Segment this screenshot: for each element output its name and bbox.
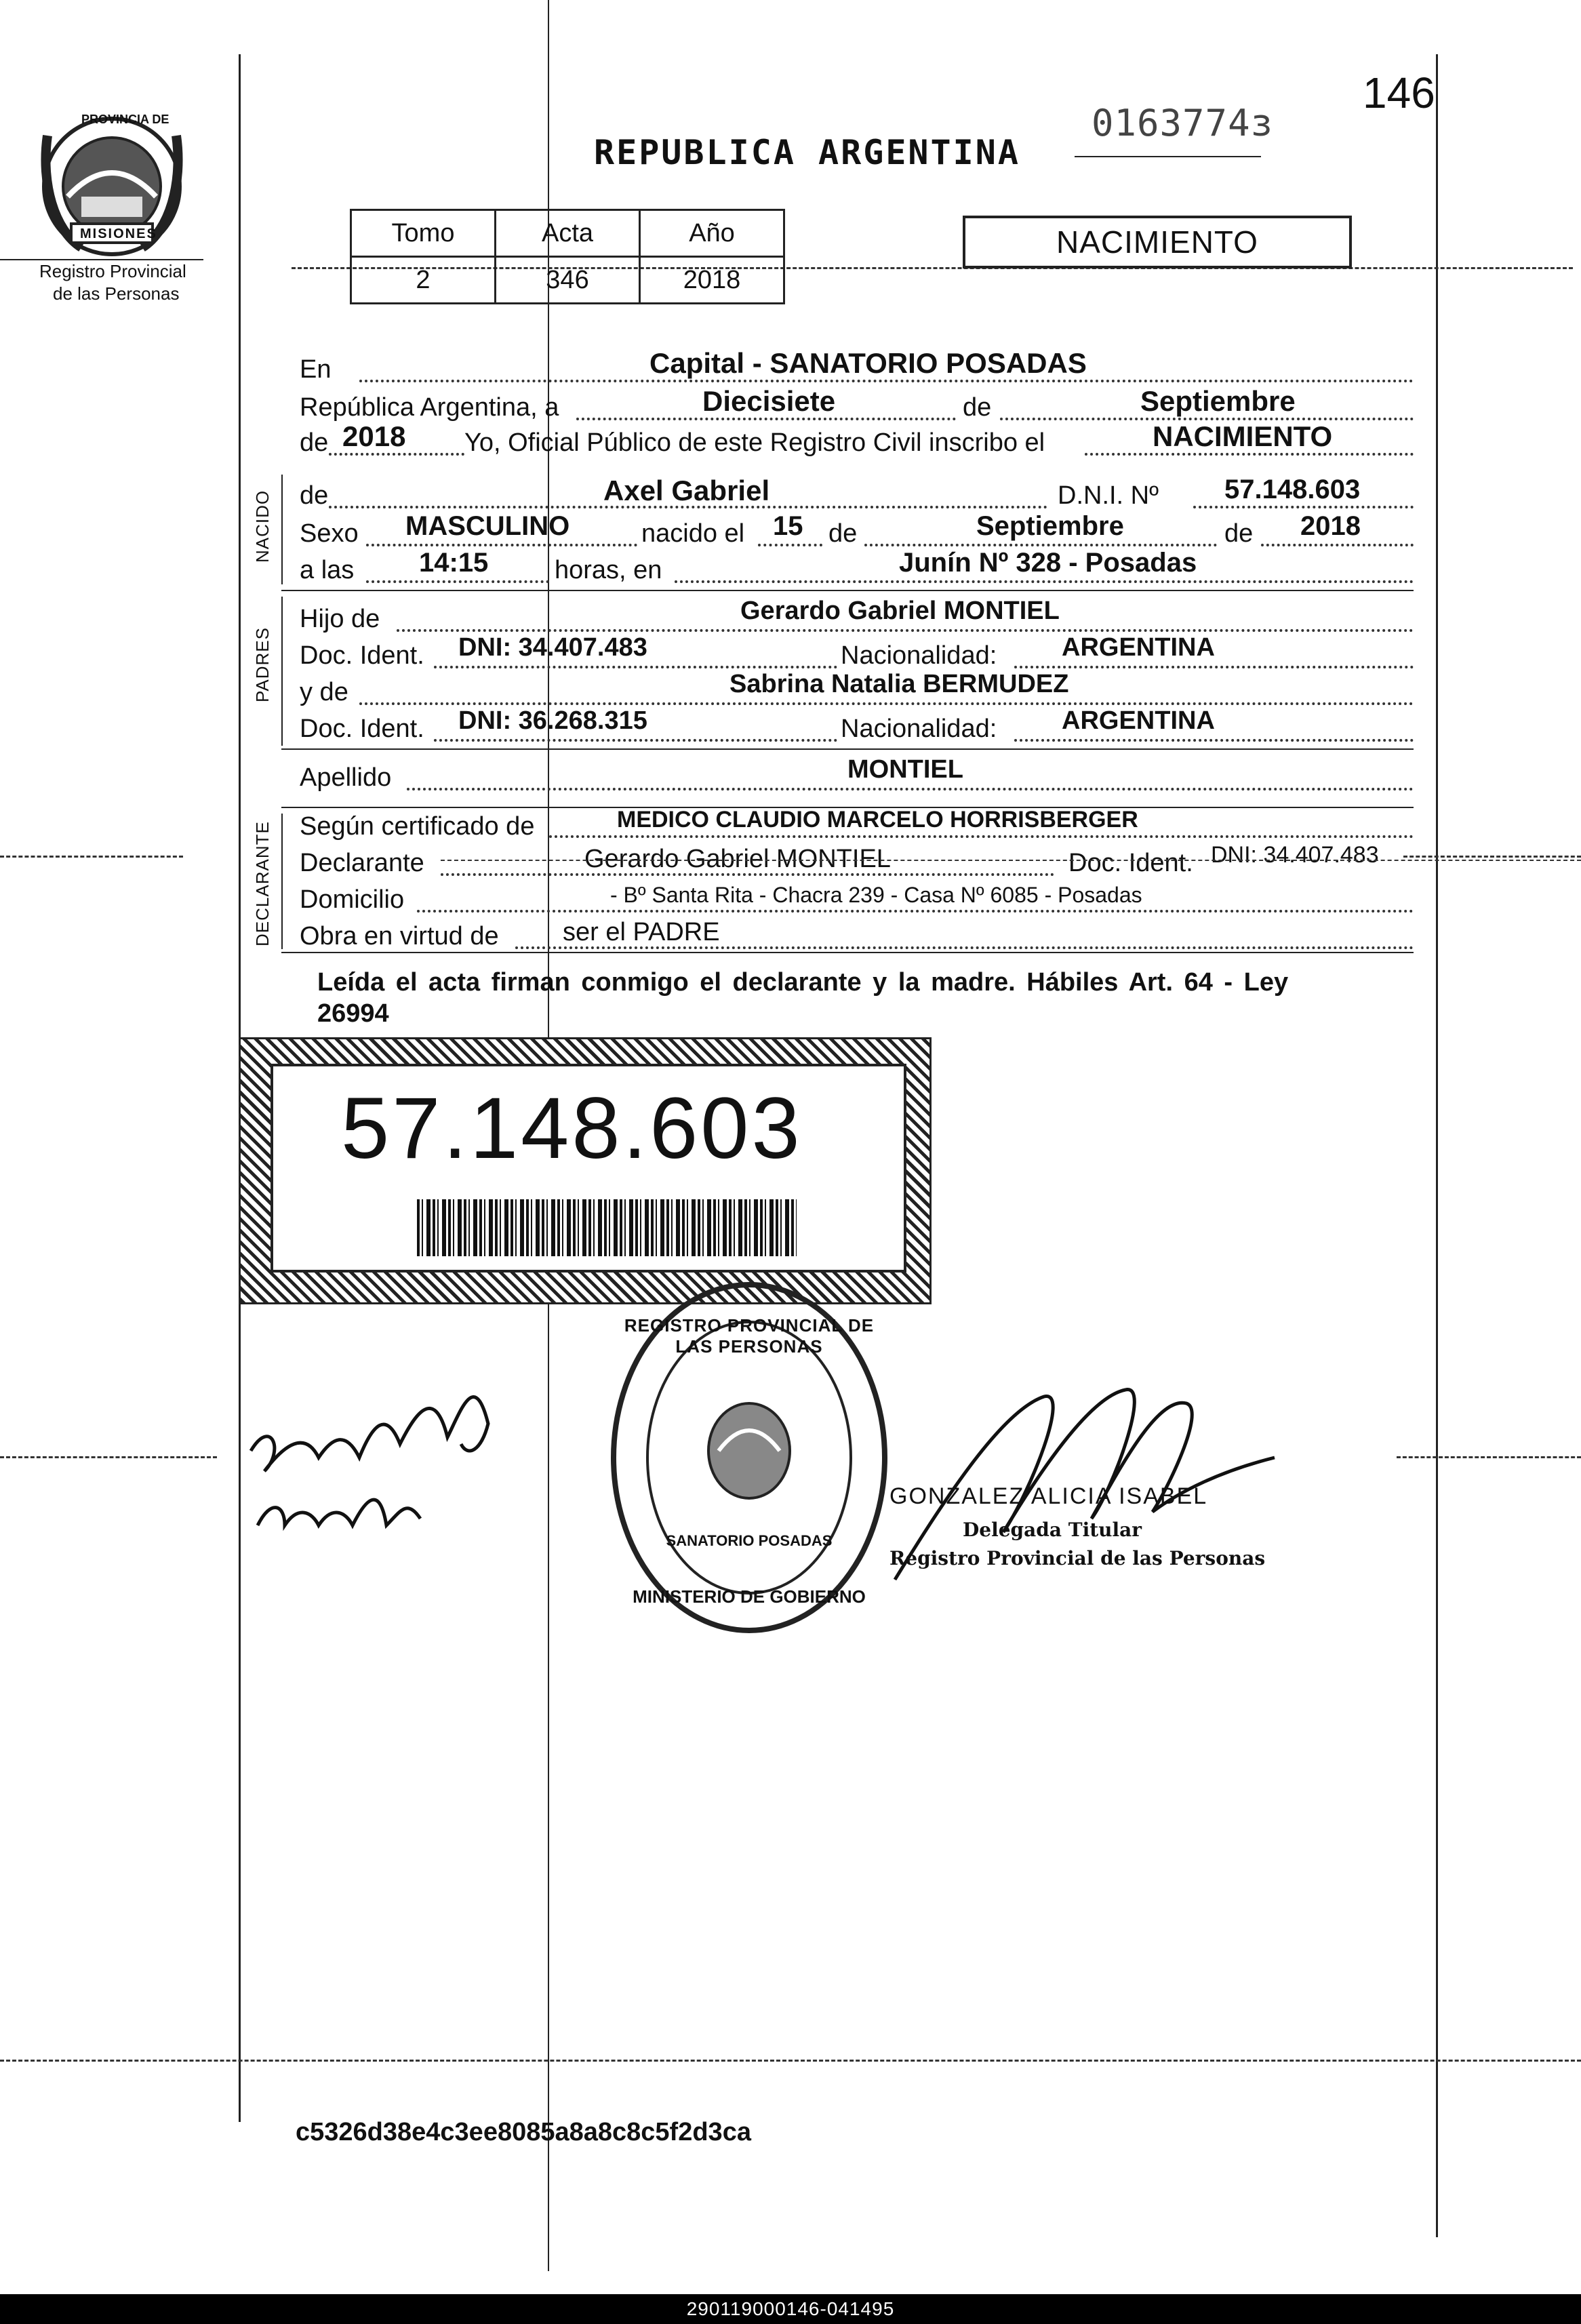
dots-row2a — [576, 418, 956, 420]
registration-month: Septiembre — [1140, 385, 1296, 417]
mother-doc: DNI: 36.268.315 — [458, 706, 647, 735]
right-margin-rule — [1436, 54, 1438, 2237]
label-nacido-el: nacido el — [641, 519, 745, 548]
page-number: 146 — [1363, 68, 1435, 117]
label-dni: D.N.I. Nº — [1058, 481, 1159, 510]
official-name: GONZALEZ ALICIA ISABEL — [889, 1483, 1208, 1509]
dots-row6b — [675, 580, 1414, 583]
register-value-acta: 346 — [496, 257, 640, 304]
dots-row1 — [359, 380, 1414, 382]
mother-name: Sabrina Natalia BERMUDEZ — [729, 670, 1069, 698]
dots-row12 — [549, 835, 1414, 838]
divider-declarante — [281, 952, 1414, 953]
footer-barcode-text: 290119000146-041495 — [686, 2298, 895, 2319]
birth-day: 15 — [773, 511, 803, 541]
dots-row9 — [359, 702, 1414, 705]
sticker-dni-number: 57.148.603 — [341, 1080, 803, 1177]
document-hash: c5326d38e4c3ee8085a8a8c8c5f2d3ca — [296, 2118, 751, 2146]
lower-dash-rule-right — [1397, 1456, 1581, 1458]
child-surname: MONTIEL — [847, 755, 963, 784]
dots-row11 — [407, 788, 1414, 790]
label-horas-en: horas, en — [555, 556, 662, 584]
act-type-box — [963, 216, 1352, 268]
section-bar-declarante — [281, 814, 283, 949]
logo-ring-text: PROVINCIA DE — [81, 113, 169, 126]
dots-row3a — [329, 453, 464, 456]
serial-number: 0163774з — [1092, 102, 1274, 144]
mid-dash-rule — [0, 856, 183, 858]
closing-text-line1: Leída el acta firman conmigo el declarante y la madre. Hábiles Art. 64 - Ley — [317, 968, 1289, 997]
section-label-nacido: NACIDO — [252, 489, 273, 563]
register-value-tomo: 2 — [351, 257, 496, 304]
declarant-capacity: ser el PADRE — [563, 918, 720, 946]
act-type-label: NACIMIENTO — [1056, 224, 1258, 260]
lower-dash-rule — [0, 1456, 217, 1458]
registration-day: Diecisiete — [702, 385, 836, 417]
section-label-padres: PADRES — [252, 627, 273, 702]
province-logo — [34, 108, 190, 264]
seal-bottom-text: MINISTERIO DE GOBIERNO — [633, 1586, 866, 1607]
declarant-signature — [244, 1342, 529, 1546]
registration-place: Capital - SANATORIO POSADAS — [649, 347, 1087, 379]
declarant-doc: DNI: 34.407.483 — [1211, 842, 1379, 868]
label-declarante: Declarante — [300, 849, 424, 877]
register-header-ano: Año — [640, 210, 784, 257]
label-de-1: de — [963, 393, 992, 422]
register-header-tomo: Tomo — [351, 210, 496, 257]
label-nacionalidad-2: Nacionalidad: — [841, 715, 997, 743]
declarant-address: - Bº Santa Rita - Chacra 239 - Casa Nº 6085 - Posadas — [610, 883, 1142, 907]
org-name-line2: de las Personas — [53, 283, 180, 304]
label-doc-ident-1: Doc. Ident. — [300, 641, 424, 670]
label-de-3: de — [300, 481, 329, 510]
logo-ribbon-text: MISIONES — [80, 226, 157, 241]
dots-row14 — [417, 910, 1414, 913]
dots-row5c — [864, 544, 1217, 546]
strike-line-declarante — [441, 860, 1581, 861]
declarant-name: Gerardo Gabriel MONTIEL — [584, 845, 891, 873]
closing-text-line2: 26994 — [317, 999, 389, 1028]
section-bar-padres — [281, 597, 283, 746]
dots-row8b — [1014, 666, 1414, 668]
divider-nacido — [281, 590, 1414, 591]
sticker-barcode — [417, 1199, 797, 1256]
label-doc-ident-2: Doc. Ident. — [300, 715, 424, 743]
section-bar-nacido — [281, 475, 283, 584]
label-de-4: de — [828, 519, 858, 548]
label-y-de: y de — [300, 678, 348, 706]
child-dni: 57.148.603 — [1224, 475, 1361, 504]
first-names: Axel Gabriel — [603, 475, 770, 506]
child-sex: MASCULINO — [405, 511, 570, 541]
org-underline — [0, 259, 203, 260]
dots-row5a — [366, 544, 637, 546]
birth-place: Junín Nº 328 - Posadas — [899, 548, 1197, 578]
label-de-5: de — [1224, 519, 1254, 548]
label-doc-ident-3: Doc. Ident. — [1068, 849, 1193, 877]
title-underline — [1075, 156, 1261, 157]
dots-row8a — [434, 666, 837, 668]
birth-month: Septiembre — [976, 511, 1124, 541]
birth-year: 2018 — [1300, 511, 1361, 541]
mother-nationality: ARGENTINA — [1062, 706, 1215, 735]
footer-barcode-strip — [0, 2294, 1581, 2324]
section-label-declarante: DECLARANTE — [252, 821, 273, 946]
label-obra-en-virtud: Obra en virtud de — [300, 922, 499, 950]
mid-dash-rule-right — [1403, 856, 1581, 858]
dots-row5b — [758, 544, 822, 546]
seal-inner-text: SANATORIO POSADAS — [666, 1532, 833, 1549]
official-role: Delegada Titular — [963, 1519, 1142, 1541]
event-type: NACIMIENTO — [1153, 420, 1333, 452]
label-sexo: Sexo — [300, 519, 359, 548]
label-republica: República Argentina, a — [300, 393, 559, 422]
father-doc: DNI: 34.407.483 — [458, 633, 647, 662]
register-value-ano: 2018 — [640, 257, 784, 304]
medical-certificate: MEDICO CLAUDIO MARCELO HORRISBERGER — [617, 807, 1138, 833]
divider-padres — [281, 748, 1414, 750]
label-apellido: Apellido — [300, 763, 392, 792]
official-seal — [603, 1275, 895, 1641]
birth-time: 14:15 — [419, 548, 489, 578]
label-domicilio: Domicilio — [300, 885, 405, 914]
father-name: Gerardo Gabriel MONTIEL — [740, 597, 1060, 625]
seal-outer-text: REGISTRO PROVINCIAL DE LAS PERSONAS — [624, 1315, 875, 1357]
dots-row6a — [366, 580, 549, 583]
org-name-line1: Registro Provincial — [39, 261, 186, 281]
register-table — [350, 209, 785, 304]
dots-row5d — [1261, 544, 1414, 546]
page-title: REPUBLICA ARGENTINA — [594, 133, 1020, 172]
dots-row4b — [1193, 506, 1414, 508]
register-header-acta: Acta — [496, 210, 640, 257]
label-hijo-de: Hijo de — [300, 605, 380, 633]
label-nacionalidad-1: Nacionalidad: — [841, 641, 997, 670]
label-segun-certificado: Según certificado de — [300, 812, 535, 841]
bottom-dash-rule — [0, 2060, 1581, 2062]
label-yo-oficial: Yo, Oficial Público de este Registro Civil inscribo el — [464, 428, 1045, 457]
label-de-2: de — [300, 428, 329, 457]
label-a-las: a las — [300, 556, 355, 584]
dots-row10b — [1014, 739, 1414, 742]
dots-row7 — [397, 629, 1414, 632]
dni-sticker — [239, 1037, 932, 1304]
dots-row10a — [434, 739, 837, 742]
father-nationality: ARGENTINA — [1062, 633, 1215, 662]
registration-year: 2018 — [342, 420, 406, 452]
label-en: En — [300, 355, 332, 384]
dots-row3b — [1085, 453, 1414, 456]
sticker-panel — [271, 1064, 906, 1273]
official-office: Registro Provincial de las Personas — [889, 1547, 1266, 1569]
